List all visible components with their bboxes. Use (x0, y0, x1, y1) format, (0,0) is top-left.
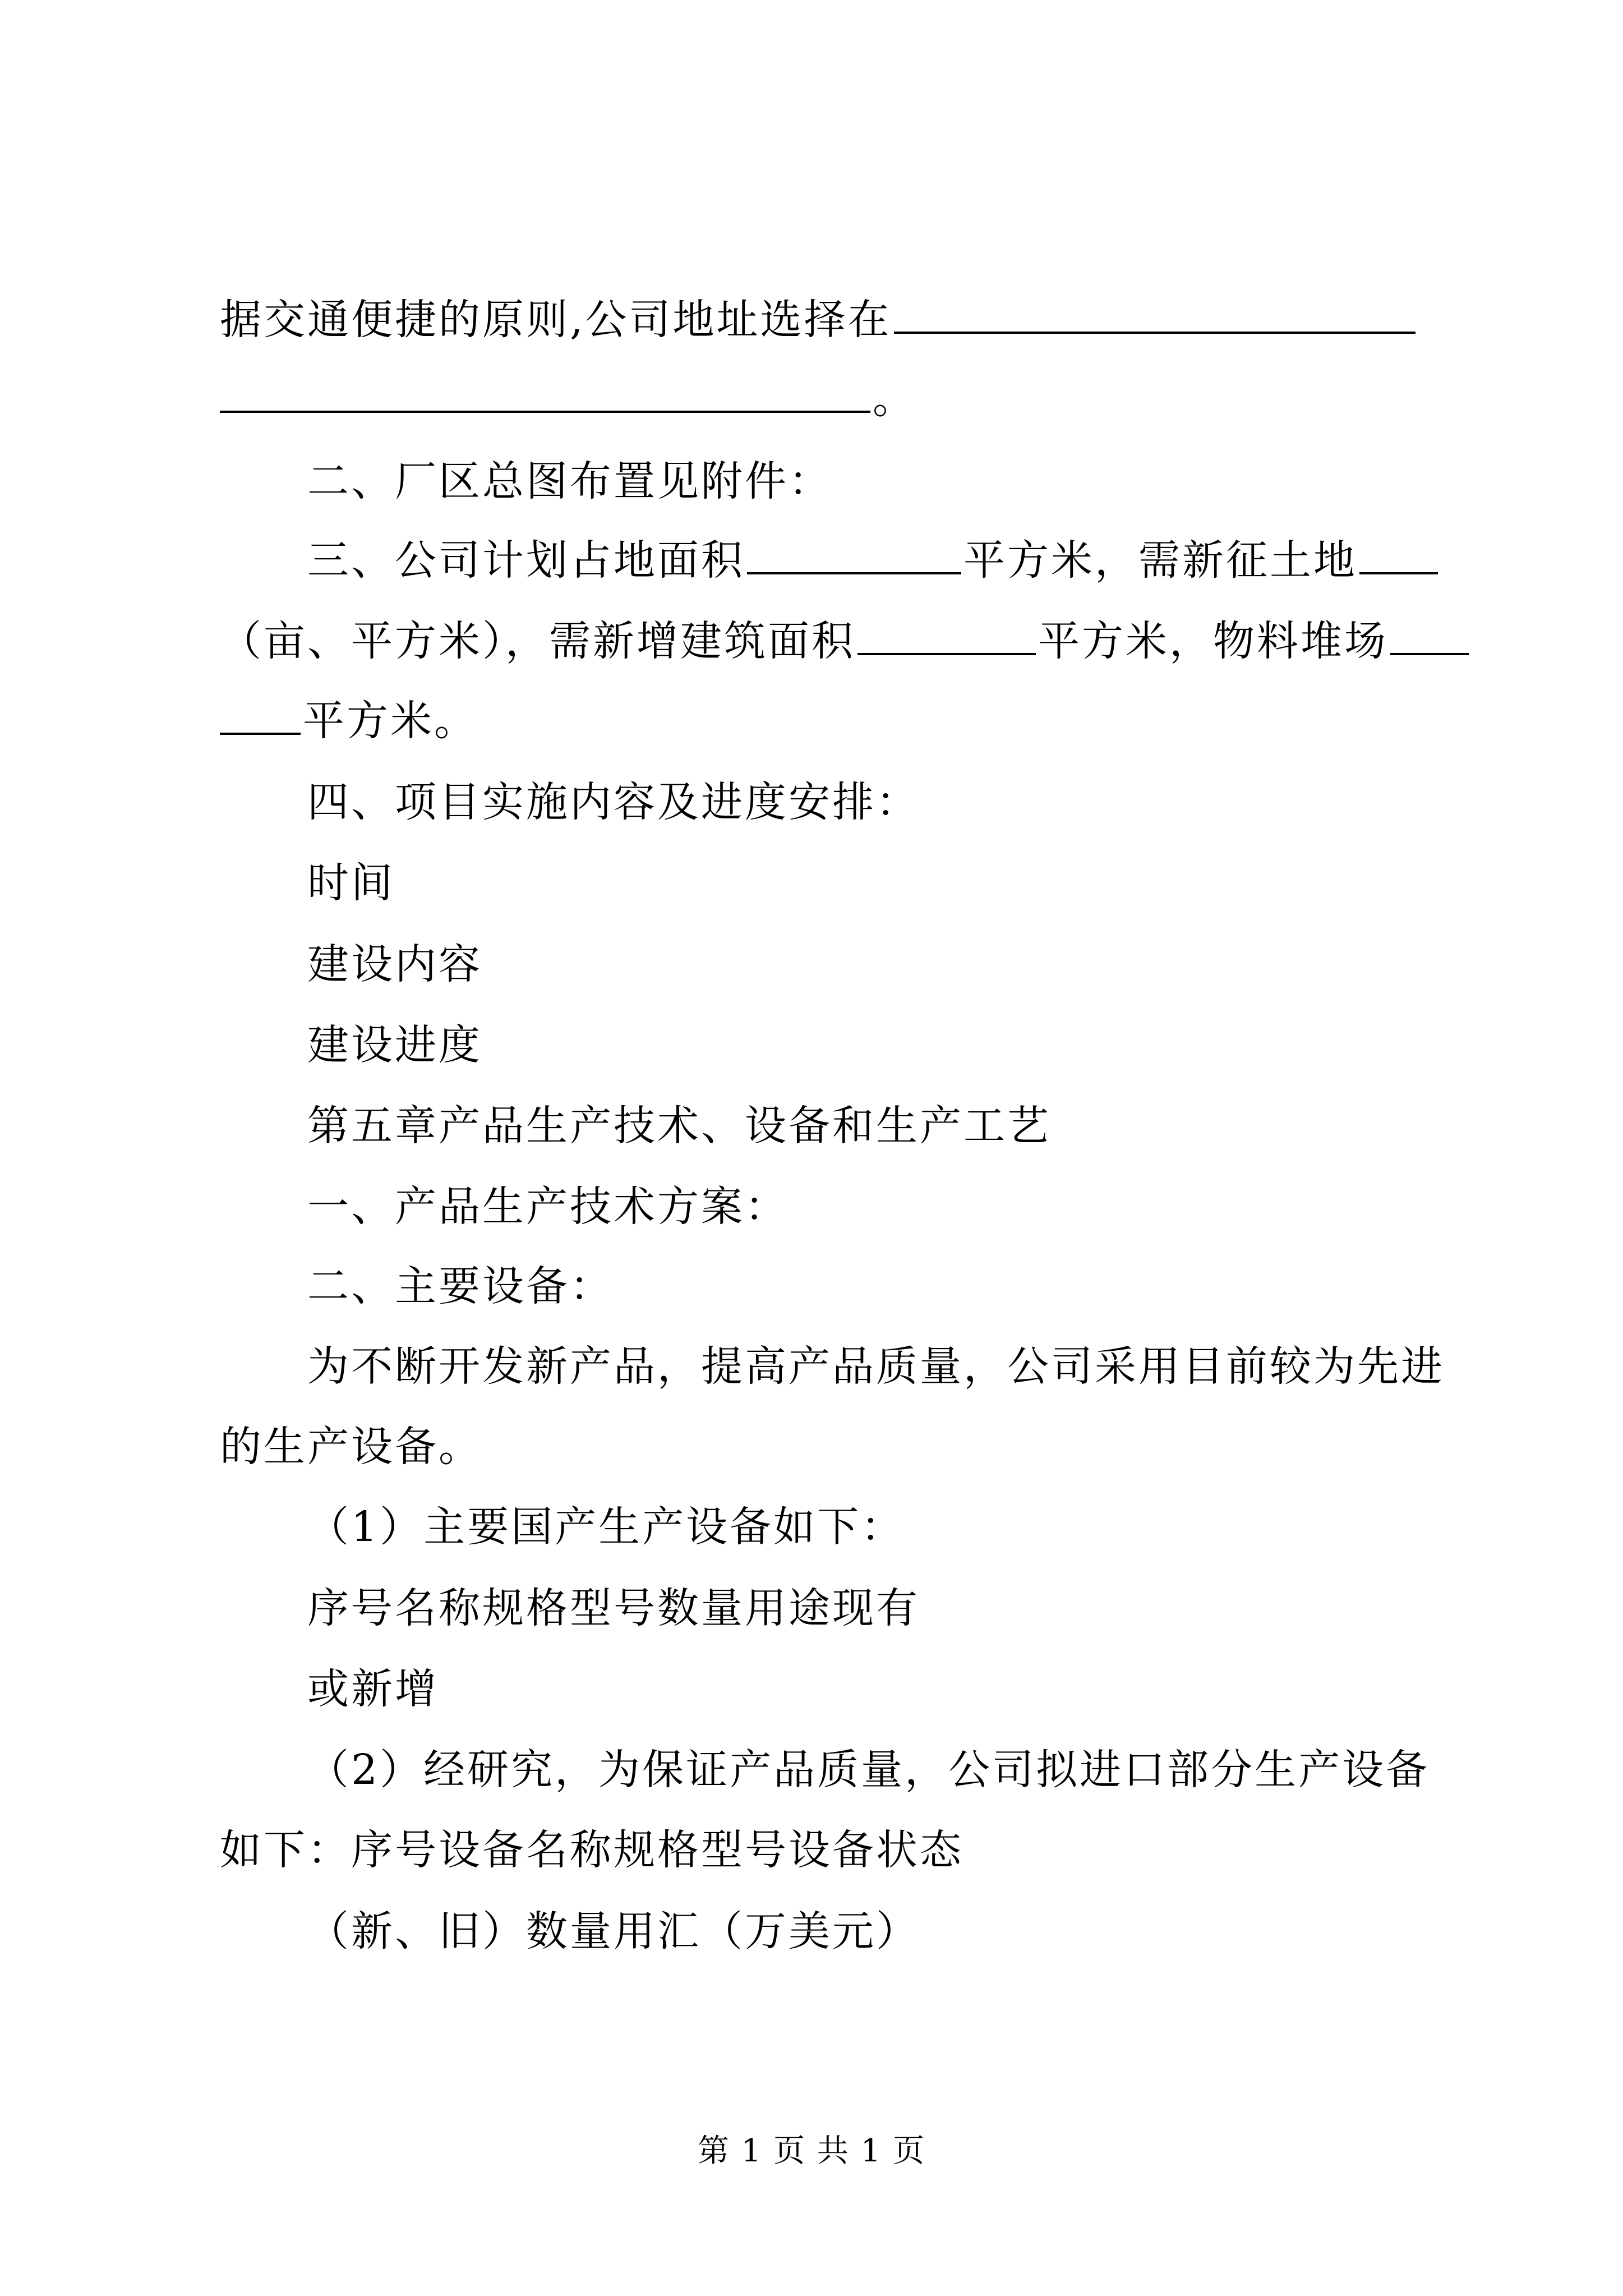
chapter-5-section-2: 二、主要设备： (307, 1262, 614, 1310)
address-end-text: 。 (873, 375, 916, 423)
domestic-equipment-columns-2: 或新增 (307, 1665, 439, 1713)
yard-blank (1390, 614, 1469, 655)
imported-equipment-line-2: 如下：序号设备名称规格型号设备状态 (220, 1826, 963, 1874)
section-2-heading: 二、厂区总图布置见附件： (307, 457, 832, 505)
equipment-paragraph-line-2: 的生产设备。 (220, 1423, 482, 1471)
equipment-paragraph-line-1: 为不断开发新产品，提高产品质量，公司采用目前较为先进 (307, 1342, 1445, 1391)
section-3-line-3: 平方米。 (220, 690, 478, 752)
imported-equipment-line-1: （2）经研究，为保证产品质量，公司拟进口部分生产设备 (307, 1746, 1430, 1794)
imported-equipment-line-3: （新、旧）数量用汇（万美元） (307, 1907, 920, 1955)
building-area-blank (857, 614, 1036, 655)
domestic-equipment-heading: （1）主要国产生产设备如下： (307, 1503, 905, 1551)
address-blank (894, 292, 1415, 334)
address-text: 据交通便捷的原则,公司地址选择在 (220, 296, 892, 344)
paragraph-address-line-2 (220, 368, 916, 430)
yard-blank-2 (220, 693, 301, 735)
area-blank (747, 533, 961, 574)
table-header-progress: 建设进度 (307, 1021, 482, 1069)
land-blank (1359, 533, 1438, 574)
section-3-line-1: 三、公司计划占地面积 平方米，需新征土地 (307, 530, 1440, 591)
domestic-equipment-columns: 序号名称规格型号数量用途现有 (307, 1584, 920, 1632)
section-4-heading: 四、项目实施内容及进度安排： (307, 778, 920, 826)
paragraph-address-line (220, 289, 1418, 351)
table-header-content: 建设内容 (307, 940, 482, 988)
section-3-line-2: （亩、平方米），需新增建筑面积 平方米，物料堆场 (220, 610, 1471, 672)
chapter-5-title: 第五章产品生产技术、设备和生产工艺 (307, 1102, 1051, 1150)
chapter-5-section-1: 一、产品生产技术方案： (307, 1182, 789, 1231)
page-footer: 第 1 页 共 1 页 (697, 2133, 926, 2169)
table-header-time: 时间 (307, 859, 395, 907)
address-blank-2 (220, 371, 870, 413)
